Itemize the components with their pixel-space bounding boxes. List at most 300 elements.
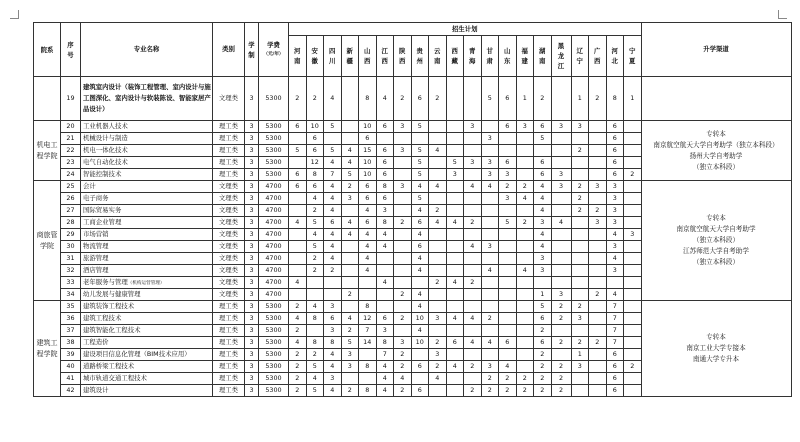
plan-count-cell [446, 229, 464, 241]
plan-count-cell: 4 [359, 241, 377, 253]
duration-cell: 3 [245, 193, 259, 205]
category-cell: 理工类 [213, 145, 245, 157]
plan-count-cell: 3 [606, 217, 624, 229]
plan-count-cell: 6 [376, 121, 394, 133]
plan-count-cell: 2 [341, 385, 359, 397]
plan-count-cell: 4 [464, 337, 482, 349]
plan-count-cell [446, 205, 464, 217]
plan-count-cell [289, 193, 307, 205]
plan-count-cell: 2 [534, 77, 552, 121]
plan-count-cell: 3 [534, 217, 552, 229]
plan-count-cell: 4 [481, 337, 499, 349]
plan-count-cell: 4 [429, 145, 447, 157]
plan-count-cell: 2 [534, 385, 552, 397]
plan-count-cell [446, 121, 464, 133]
plan-count-cell [411, 133, 429, 145]
plan-count-cell: 7 [606, 337, 624, 349]
header-fee-unit: （元/年） [263, 51, 284, 57]
fee-cell: 5300 [259, 133, 289, 145]
plan-count-cell: 6 [359, 217, 377, 229]
plan-count-cell [446, 181, 464, 193]
plan-count-cell [394, 205, 412, 217]
plan-count-cell [571, 157, 589, 169]
plan-count-cell: 4 [429, 373, 447, 385]
duration-cell: 3 [245, 121, 259, 133]
plan-count-cell [499, 313, 517, 325]
plan-count-cell: 8 [359, 385, 377, 397]
plan-count-cell [516, 157, 534, 169]
plan-count-cell: 4 [446, 313, 464, 325]
plan-count-cell [429, 169, 447, 181]
plan-count-cell: 5 [306, 241, 324, 253]
major-cell [81, 229, 213, 241]
route-line: 专转本 [706, 333, 726, 341]
plan-count-cell [624, 253, 642, 265]
plan-count-cell: 4 [411, 229, 429, 241]
major-cell [81, 385, 213, 397]
plan-count-cell: 2 [624, 169, 642, 181]
plan-count-cell: 8 [306, 337, 324, 349]
plan-count-cell: 4 [324, 361, 342, 373]
header-province: 陕 西 [394, 36, 412, 77]
major-name: 建筑设计 [83, 386, 109, 394]
duration-cell: 3 [245, 265, 259, 277]
plan-count-cell: 2 [481, 373, 499, 385]
plan-count-cell [341, 205, 359, 217]
plan-count-cell: 4 [376, 241, 394, 253]
plan-count-cell: 4 [324, 193, 342, 205]
header-province: 黑 龙 江 [551, 36, 571, 77]
major-name: 老年服务与管理 [83, 277, 128, 286]
plan-count-cell [624, 265, 642, 277]
plan-count-cell: 2 [429, 77, 447, 121]
plan-count-cell: 4 [376, 385, 394, 397]
plan-count-cell: 2 [481, 385, 499, 397]
major-cell [81, 289, 213, 301]
seq-cell: 38 [61, 337, 81, 349]
major-cell [81, 325, 213, 337]
plan-count-cell [394, 253, 412, 265]
plan-count-cell [376, 253, 394, 265]
duration-cell: 3 [245, 301, 259, 313]
plan-count-cell [481, 145, 499, 157]
seq-cell: 25 [61, 181, 81, 193]
header-dept: 院系 [34, 23, 61, 77]
plan-count-cell [551, 133, 571, 145]
duration-cell: 3 [245, 217, 259, 229]
plan-count-cell [359, 289, 377, 301]
seq-cell: 26 [61, 193, 81, 205]
plan-count-cell [464, 265, 482, 277]
plan-count-cell [306, 325, 324, 337]
plan-count-cell [411, 277, 429, 289]
plan-count-cell: 2 [589, 289, 607, 301]
plan-count-cell [624, 205, 642, 217]
plan-count-cell: 1 [571, 77, 589, 121]
plan-count-cell [499, 301, 517, 313]
plan-count-cell: 6 [376, 157, 394, 169]
plan-count-cell [394, 241, 412, 253]
plan-count-cell: 2 [499, 373, 517, 385]
plan-count-cell: 6 [306, 133, 324, 145]
plan-count-cell [341, 253, 359, 265]
fee-cell: 5300 [259, 169, 289, 181]
duration-cell: 3 [245, 157, 259, 169]
plan-count-cell [589, 265, 607, 277]
plan-count-cell [499, 289, 517, 301]
major-cell [81, 349, 213, 361]
plan-count-cell: 3 [551, 121, 571, 133]
header-fee-label: 学费 [267, 40, 280, 49]
duration-cell: 3 [245, 337, 259, 349]
plan-count-cell [516, 313, 534, 325]
plan-count-cell [481, 289, 499, 301]
plan-count-cell: 3 [324, 373, 342, 385]
major-name: 建筑工程技术 [83, 314, 122, 322]
plan-count-cell: 2 [394, 385, 412, 397]
plan-count-cell: 3 [394, 181, 412, 193]
plan-count-cell: 6 [606, 373, 624, 385]
fee-cell: 5300 [259, 145, 289, 157]
duration-cell: 3 [245, 385, 259, 397]
plan-count-cell: 2 [624, 361, 642, 373]
plan-count-cell: 2 [306, 205, 324, 217]
duration-cell: 3 [245, 373, 259, 385]
plan-count-cell: 4 [551, 217, 571, 229]
plan-count-cell [376, 133, 394, 145]
plan-count-cell: 6 [499, 337, 517, 349]
plan-count-cell: 3 [589, 181, 607, 193]
plan-count-cell: 2 [481, 313, 499, 325]
plan-count-cell: 2 [534, 373, 552, 385]
plan-count-cell [429, 193, 447, 205]
plan-count-cell [446, 349, 464, 361]
plan-count-cell: 5 [481, 77, 499, 121]
plan-count-cell: 3 [481, 361, 499, 373]
plan-count-cell: 4 [606, 289, 624, 301]
plan-count-cell [411, 349, 429, 361]
plan-count-cell [571, 253, 589, 265]
category-cell: 文理类 [213, 241, 245, 253]
plan-count-cell [429, 241, 447, 253]
major-name: 道路桥梁工程技术 [83, 362, 135, 370]
plan-count-cell: 4 [411, 325, 429, 337]
major-cell [81, 205, 213, 217]
plan-count-cell [289, 241, 307, 253]
route-line: 南京航空航天大学自考助学（独立本科段） [653, 140, 779, 149]
plan-count-cell [324, 289, 342, 301]
seq-cell: 32 [61, 265, 81, 277]
major-name: 建筑装饰工程技术 [83, 302, 135, 310]
plan-count-cell [589, 301, 607, 313]
plan-count-cell: 2 [341, 289, 359, 301]
seq-cell: 42 [61, 385, 81, 397]
plan-count-cell: 12 [306, 157, 324, 169]
major-cell [81, 301, 213, 313]
plan-count-cell: 3 [394, 145, 412, 157]
plan-count-cell: 2 [534, 361, 552, 373]
plan-count-cell [516, 241, 534, 253]
major-name: 旅游管理 [83, 254, 109, 262]
plan-count-cell [394, 133, 412, 145]
plan-count-cell [446, 265, 464, 277]
plan-count-cell: 4 [289, 277, 307, 289]
plan-count-cell: 4 [324, 77, 342, 121]
header-fee [259, 23, 289, 77]
plan-count-cell: 4 [499, 361, 517, 373]
plan-count-cell [589, 229, 607, 241]
plan-count-cell: 3 [499, 169, 517, 181]
category-cell: 文理类 [213, 253, 245, 265]
plan-count-cell [464, 253, 482, 265]
plan-count-cell [464, 133, 482, 145]
category-cell: 理工类 [213, 385, 245, 397]
plan-count-cell [289, 205, 307, 217]
category-cell: 理工类 [213, 169, 245, 181]
plan-count-cell [289, 157, 307, 169]
plan-count-cell: 3 [394, 337, 412, 349]
plan-count-cell [606, 277, 624, 289]
major-name: 机电一体化技术 [83, 146, 128, 154]
route-line: 扬州大学自考助学 [689, 151, 743, 160]
plan-count-cell: 3 [551, 289, 571, 301]
plan-count-cell [411, 373, 429, 385]
plan-count-cell: 4 [324, 157, 342, 169]
plan-count-cell: 2 [571, 193, 589, 205]
plan-count-cell: 6 [499, 121, 517, 133]
plan-count-cell [289, 265, 307, 277]
category-cell: 理工类 [213, 121, 245, 133]
plan-count-cell: 5 [306, 361, 324, 373]
plan-count-cell [394, 325, 412, 337]
plan-count-cell [446, 385, 464, 397]
plan-count-cell [376, 265, 394, 277]
category-cell: 理工类 [213, 301, 245, 313]
plan-count-cell: 3 [464, 157, 482, 169]
plan-count-cell: 2 [341, 181, 359, 193]
fee-cell: 4700 [259, 193, 289, 205]
major-name: 工程造价 [83, 338, 109, 346]
seq-cell: 22 [61, 145, 81, 157]
plan-count-cell: 4 [464, 313, 482, 325]
plan-count-cell: 10 [411, 337, 429, 349]
plan-count-cell: 4 [411, 301, 429, 313]
plan-count-cell [359, 277, 377, 289]
plan-count-cell [446, 145, 464, 157]
plan-count-cell: 4 [306, 193, 324, 205]
duration-cell: 3 [245, 361, 259, 373]
plan-count-cell [341, 133, 359, 145]
fee-cell: 5300 [259, 361, 289, 373]
plan-count-cell [376, 301, 394, 313]
plan-count-cell [551, 157, 571, 169]
plan-count-cell: 4 [481, 265, 499, 277]
plan-count-cell [589, 385, 607, 397]
plan-count-cell: 3 [516, 121, 534, 133]
crop-mark-top-right [778, 10, 787, 19]
plan-count-cell [446, 77, 464, 121]
plan-count-cell: 15 [359, 145, 377, 157]
plan-count-cell: 4 [534, 193, 552, 205]
plan-count-cell [624, 349, 642, 361]
table-row [34, 301, 792, 313]
plan-count-cell: 2 [289, 373, 307, 385]
plan-count-cell [429, 325, 447, 337]
plan-count-cell: 8 [324, 337, 342, 349]
fee-cell: 4700 [259, 181, 289, 193]
fee-cell: 5300 [259, 337, 289, 349]
category-cell: 文理类 [213, 193, 245, 205]
plan-count-cell: 3 [341, 193, 359, 205]
plan-count-cell: 4 [341, 229, 359, 241]
header-major: 专业名称 [81, 23, 213, 77]
plan-count-cell [571, 229, 589, 241]
plan-count-cell: 3 [606, 265, 624, 277]
plan-count-cell [464, 349, 482, 361]
plan-count-cell: 2 [394, 217, 412, 229]
plan-count-cell: 4 [534, 205, 552, 217]
plan-count-cell [429, 121, 447, 133]
major-cell [81, 313, 213, 325]
plan-count-cell: 6 [324, 313, 342, 325]
plan-count-cell [624, 145, 642, 157]
plan-count-cell: 4 [429, 217, 447, 229]
plan-count-cell: 6 [376, 193, 394, 205]
plan-count-cell: 3 [481, 133, 499, 145]
route-line: 南京航空航天大学自考助学 [676, 225, 756, 233]
plan-count-cell: 2 [571, 145, 589, 157]
plan-count-cell: 2 [429, 361, 447, 373]
plan-count-cell: 3 [446, 169, 464, 181]
plan-count-cell: 3 [534, 253, 552, 265]
plan-count-cell [394, 157, 412, 169]
plan-count-cell [589, 361, 607, 373]
header-route: 升学渠道 [641, 23, 791, 77]
plan-count-cell: 3 [324, 301, 342, 313]
plan-count-cell: 4 [306, 229, 324, 241]
plan-count-cell [589, 145, 607, 157]
plan-count-cell [571, 373, 589, 385]
plan-count-cell: 8 [376, 181, 394, 193]
plan-count-cell: 7 [359, 325, 377, 337]
plan-count-cell: 8 [306, 169, 324, 181]
plan-count-cell: 5 [411, 193, 429, 205]
plan-count-cell: 8 [306, 313, 324, 325]
major-cell [81, 193, 213, 205]
fee-cell: 5300 [259, 385, 289, 397]
plan-count-cell: 6 [411, 217, 429, 229]
header-province: 湖 南 [534, 36, 552, 77]
plan-count-cell [464, 77, 482, 121]
route-line: 江苏师范大学自考助学 [683, 247, 749, 255]
plan-count-cell [571, 217, 589, 229]
plan-count-cell: 3 [571, 361, 589, 373]
major-name: 工业机器人技术 [83, 122, 128, 130]
plan-count-cell: 8 [359, 77, 377, 121]
route-cell [641, 77, 791, 121]
plan-count-cell [499, 229, 517, 241]
plan-count-cell: 3 [324, 325, 342, 337]
category-cell: 文理类 [213, 77, 245, 121]
plan-count-cell [534, 277, 552, 289]
plan-count-cell: 3 [571, 313, 589, 325]
seq-cell: 28 [61, 217, 81, 229]
plan-count-cell: 6 [446, 337, 464, 349]
plan-count-cell: 4 [534, 181, 552, 193]
plan-count-cell: 4 [394, 373, 412, 385]
plan-count-cell: 5 [306, 385, 324, 397]
plan-count-cell: 2 [571, 181, 589, 193]
major-name: 市场营销 [83, 230, 109, 238]
plan-count-cell: 1 [534, 289, 552, 301]
plan-count-cell: 5 [534, 301, 552, 313]
plan-count-cell [429, 229, 447, 241]
plan-count-cell [341, 373, 359, 385]
plan-count-cell: 2 [289, 325, 307, 337]
plan-count-cell [551, 229, 571, 241]
category-cell: 理工类 [213, 133, 245, 145]
seq-cell: 19 [61, 77, 81, 121]
plan-count-cell [571, 133, 589, 145]
plan-count-cell: 3 [606, 205, 624, 217]
plan-count-cell [551, 193, 571, 205]
plan-count-cell [624, 181, 642, 193]
category-cell: 文理类 [213, 217, 245, 229]
plan-count-cell [516, 253, 534, 265]
plan-count-cell: 5 [341, 169, 359, 181]
plan-count-cell: 6 [499, 77, 517, 121]
plan-count-cell: 2 [551, 373, 571, 385]
plan-count-cell: 6 [606, 133, 624, 145]
plan-count-cell [516, 289, 534, 301]
plan-count-cell: 6 [534, 157, 552, 169]
route-line: （独立本科段） [692, 162, 740, 171]
plan-count-cell [481, 253, 499, 265]
major-name: 建筑室内设计（装饰工程管理、室内设计与施工图深化、室内设计与软装陈设、智能家居产品设计） [83, 83, 211, 113]
fee-cell: 5300 [259, 373, 289, 385]
plan-count-cell: 2 [394, 289, 412, 301]
plan-count-cell: 4 [306, 373, 324, 385]
plan-count-cell: 2 [289, 385, 307, 397]
major-name: 智能控制技术 [83, 170, 122, 178]
plan-count-cell: 2 [534, 325, 552, 337]
plan-count-cell: 6 [411, 77, 429, 121]
plan-count-cell: 2 [571, 301, 589, 313]
route-line: （独立本科段） [692, 236, 740, 244]
plan-count-cell: 10 [359, 121, 377, 133]
plan-count-cell [571, 385, 589, 397]
fee-cell: 5300 [259, 349, 289, 361]
plan-count-cell [464, 289, 482, 301]
plan-count-cell: 4 [324, 349, 342, 361]
plan-count-cell [624, 121, 642, 133]
plan-count-cell: 4 [341, 157, 359, 169]
header-seq: 序 号 [61, 23, 81, 77]
plan-count-cell: 2 [289, 301, 307, 313]
duration-cell: 3 [245, 313, 259, 325]
plan-count-cell [624, 289, 642, 301]
plan-count-cell: 2 [464, 361, 482, 373]
plan-count-cell: 5 [411, 157, 429, 169]
major-name: 城市轨道交通工程技术 [83, 374, 147, 382]
header-province: 贵 州 [411, 36, 429, 77]
plan-count-cell [589, 277, 607, 289]
plan-count-cell: 6 [411, 361, 429, 373]
plan-count-cell [481, 325, 499, 337]
plan-count-cell [499, 241, 517, 253]
plan-count-cell: 3 [571, 121, 589, 133]
route-line: 南京工业大学专接本 [686, 344, 746, 352]
